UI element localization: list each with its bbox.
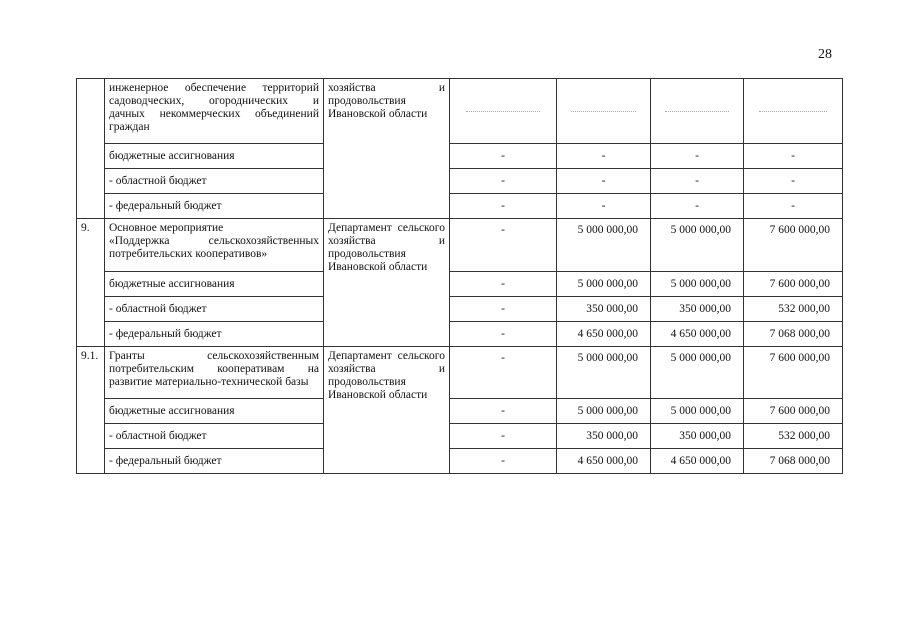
budget-source-label: - федеральный бюджет bbox=[105, 194, 324, 219]
budget-source-label: - федеральный бюджет bbox=[105, 449, 324, 474]
page-number: 28 bbox=[818, 47, 832, 62]
value-cell: 7 600 000,00 bbox=[744, 347, 843, 399]
value-cell: - bbox=[450, 449, 557, 474]
value-cell: 5 000 000,00 bbox=[557, 347, 651, 399]
value-cell: 4 650 000,00 bbox=[651, 322, 744, 347]
name-line: дачных некоммерческих объединений bbox=[109, 108, 319, 120]
table-row bbox=[77, 399, 843, 424]
value-cell: - bbox=[450, 297, 557, 322]
value-cell-empty bbox=[557, 79, 651, 144]
name-line: развитие материально-технической базы bbox=[109, 376, 309, 388]
value-cell: 350 000,00 bbox=[651, 297, 744, 322]
value-cell: - bbox=[450, 272, 557, 297]
value-cell: - bbox=[450, 424, 557, 449]
budget-source-label: бюджетные ассигнования bbox=[105, 144, 324, 169]
value-cell: - bbox=[651, 144, 744, 169]
value-cell: - bbox=[450, 399, 557, 424]
value-cell: - bbox=[450, 322, 557, 347]
name-line: граждан bbox=[109, 121, 150, 133]
value-cell: 4 650 000,00 bbox=[557, 322, 651, 347]
value-cell: 5 000 000,00 bbox=[651, 219, 744, 272]
dept-line: хозяйства и bbox=[328, 363, 445, 375]
value-cell: 532 000,00 bbox=[744, 297, 843, 322]
table-row bbox=[77, 169, 843, 194]
value-cell: - bbox=[744, 194, 843, 219]
value-cell: - bbox=[557, 194, 651, 219]
budget-source-label: бюджетные ассигнования bbox=[105, 399, 324, 424]
value-cell: 4 650 000,00 bbox=[557, 449, 651, 474]
measure-name bbox=[105, 219, 324, 272]
name-line: Основное мероприятие bbox=[109, 222, 224, 234]
value-cell: 7 068 000,00 bbox=[744, 322, 843, 347]
table-row bbox=[77, 219, 843, 272]
value-cell: 532 000,00 bbox=[744, 424, 843, 449]
value-cell: 4 650 000,00 bbox=[651, 449, 744, 474]
value-cell: - bbox=[744, 169, 843, 194]
budget-source-label: - федеральный бюджет bbox=[105, 322, 324, 347]
table-row bbox=[77, 297, 843, 322]
budget-source-label: бюджетные ассигнования bbox=[105, 272, 324, 297]
table-row bbox=[77, 424, 843, 449]
value-cell: 5 000 000,00 bbox=[651, 272, 744, 297]
budget-source-label: - областной бюджет bbox=[105, 297, 324, 322]
name-line: потребительским кооперативам на bbox=[109, 363, 319, 375]
budget-source-label: - областной бюджет bbox=[105, 169, 324, 194]
value-cell: 5 000 000,00 bbox=[651, 399, 744, 424]
value-cell: - bbox=[450, 169, 557, 194]
measure-name bbox=[105, 79, 324, 144]
row-number bbox=[77, 79, 105, 219]
table-row bbox=[77, 79, 843, 144]
value-cell: - bbox=[744, 144, 843, 169]
table-row bbox=[77, 144, 843, 169]
value-cell: - bbox=[450, 194, 557, 219]
table-row bbox=[77, 347, 843, 399]
row-number: 9.1. bbox=[77, 347, 105, 474]
responsible-department bbox=[324, 79, 450, 219]
table-row bbox=[77, 194, 843, 219]
value-cell: - bbox=[450, 219, 557, 272]
dept-line: продовольствия Ивановской области bbox=[328, 376, 428, 401]
value-cell-empty bbox=[651, 79, 744, 144]
value-cell: - bbox=[450, 347, 557, 399]
name-line: потребительских кооперативов» bbox=[109, 248, 268, 260]
scan-artifact bbox=[665, 111, 729, 112]
responsible-department bbox=[324, 219, 450, 347]
value-cell: 5 000 000,00 bbox=[651, 347, 744, 399]
value-cell: 7 600 000,00 bbox=[744, 219, 843, 272]
table-row bbox=[77, 449, 843, 474]
dept-line: продовольствия Ивановской области bbox=[328, 248, 428, 273]
dept-line: хозяйства и bbox=[328, 235, 445, 247]
value-cell: 5 000 000,00 bbox=[557, 399, 651, 424]
value-cell: 5 000 000,00 bbox=[557, 219, 651, 272]
value-cell: 350 000,00 bbox=[557, 297, 651, 322]
value-cell: 5 000 000,00 bbox=[557, 272, 651, 297]
value-cell-empty bbox=[450, 79, 557, 144]
budget-source-label: - областной бюджет bbox=[105, 424, 324, 449]
table-row bbox=[77, 322, 843, 347]
budget-table bbox=[76, 78, 843, 474]
measure-name bbox=[105, 347, 324, 399]
dept-line: продовольствия Ивановской области bbox=[328, 95, 428, 120]
value-cell: 7 068 000,00 bbox=[744, 449, 843, 474]
dept-line: Департамент сельского bbox=[328, 350, 445, 362]
row-number: 9. bbox=[77, 219, 105, 347]
name-line: садоводческих, огороднических и bbox=[109, 95, 319, 107]
value-cell: - bbox=[557, 144, 651, 169]
value-cell: 7 600 000,00 bbox=[744, 399, 843, 424]
value-cell: - bbox=[651, 169, 744, 194]
value-cell: 350 000,00 bbox=[651, 424, 744, 449]
name-line: инженерное обеспечение территорий bbox=[109, 82, 319, 94]
name-line: «Поддержка сельскохозяйственных bbox=[109, 235, 319, 247]
scan-artifact bbox=[759, 111, 828, 112]
value-cell-empty bbox=[744, 79, 843, 144]
dept-line: хозяйства и bbox=[328, 82, 445, 94]
value-cell: - bbox=[450, 144, 557, 169]
responsible-department bbox=[324, 347, 450, 474]
value-cell: - bbox=[557, 169, 651, 194]
scan-artifact bbox=[571, 111, 636, 112]
value-cell: 7 600 000,00 bbox=[744, 272, 843, 297]
table-row bbox=[77, 272, 843, 297]
value-cell: 350 000,00 bbox=[557, 424, 651, 449]
dept-line: Департамент сельского bbox=[328, 222, 445, 234]
name-line: Гранты сельскохозяйственным bbox=[109, 350, 319, 362]
scan-artifact bbox=[466, 111, 540, 112]
value-cell: - bbox=[651, 194, 744, 219]
